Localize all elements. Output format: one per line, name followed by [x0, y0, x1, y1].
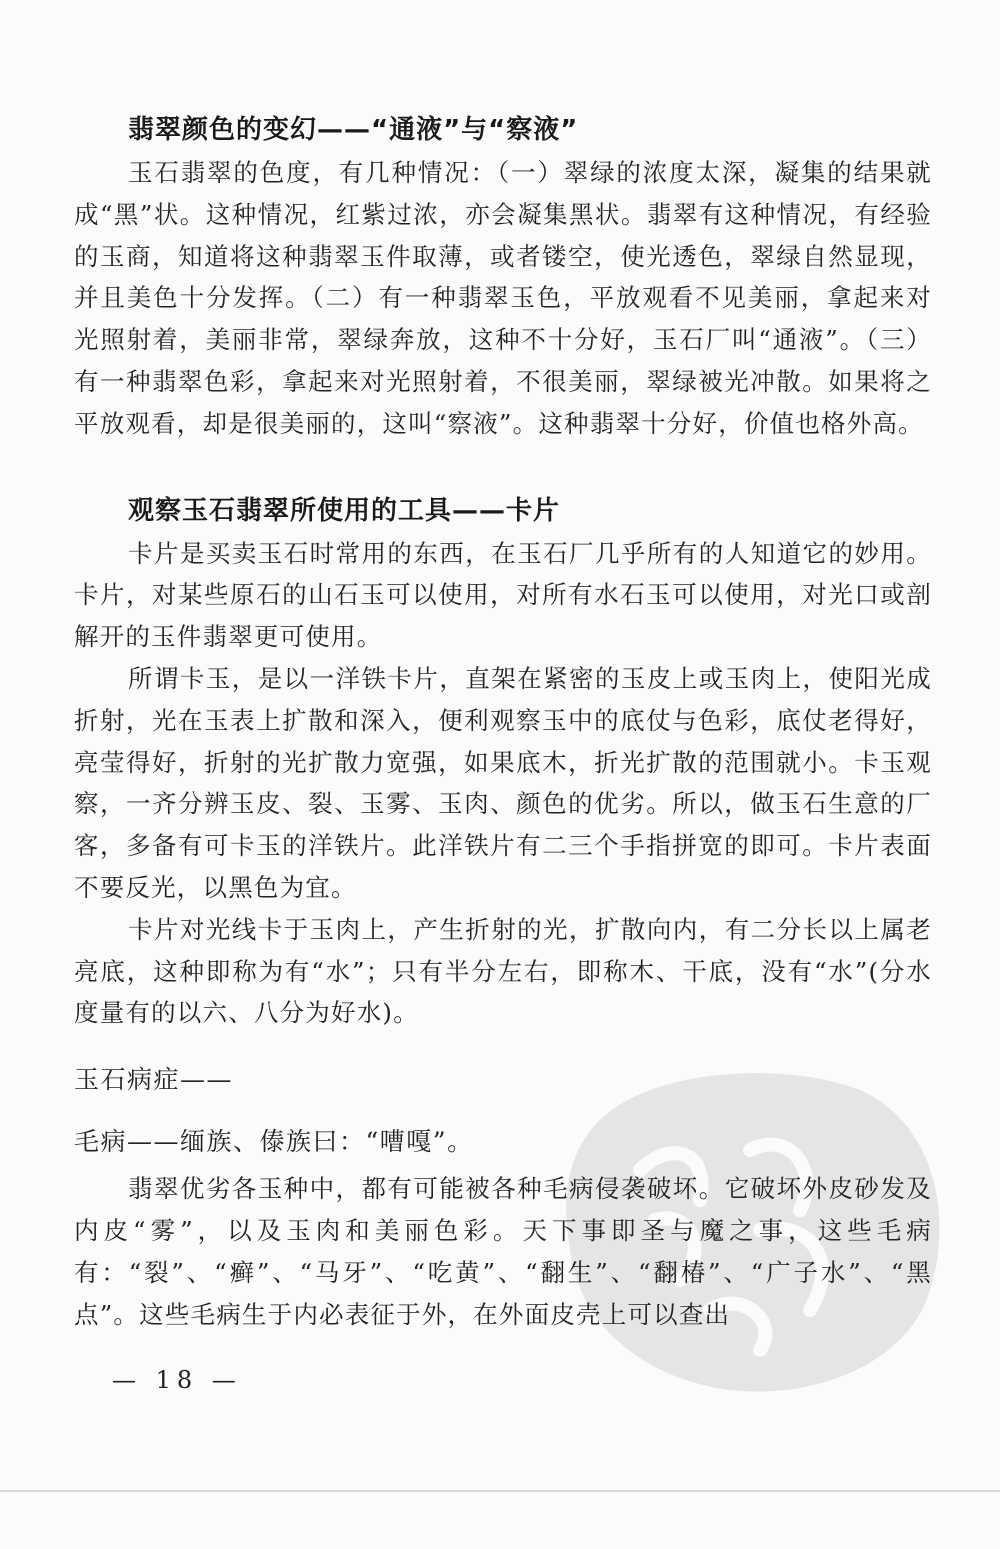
- paragraph-jade-color: 玉石翡翠的色度，有几种情况：（一）翠绿的浓度太深，凝集的结果就成“黑”状。这种情况，红紫过浓，亦会凝集黑状。翡翠有这种情况，有经验的玉商，知道将这种翡翠玉件取薄，或者镂空，使光透色，翠绿自然显现，并且美色十分发挥。（二）有一种翡翠玉色，平放观看不见美丽，拿起来对光照射着，美丽非常，翠绿奔放，这种不十分好，玉石厂叫“通液”。（三）有一种翡翠色彩，拿起来对光照射着，不很美丽，翠绿被光冲散。如果将之平放观看，却是很美丽的，这叫“察液”。这种翡翠十分好，价值也格外高。: [74, 158, 932, 438]
- section-heading-card-tool: 观察玉石翡翠所使用的工具——卡片: [128, 495, 561, 526]
- paragraph-card-water: 卡片对光线卡于玉肉上，产生折射的光，扩散向内，有二分长以上属老亮底，这种即称为有“水”；只有半分左右，即称木、干底，没有“水”(分水度量有的以六、八分为好水)。: [74, 914, 932, 1028]
- paragraph-defects: 翡翠优劣各玉种中，都有可能被各种毛病侵袭破坏。它破坏外皮砂发及内皮“雾”，以及玉肉和美丽色彩。天下事即圣与魔之事，这些毛病有：“裂”、“癣”、“马牙”、“吃黄”、“翻生”、“翻椿”、“广子水”、“黑点”。这些毛病生于内必表征于外，在外面皮壳上可以查出: [74, 1174, 932, 1329]
- page-content: [74, 112, 932, 1335]
- paragraph-card-intro: 卡片是买卖玉石时常用的东西，在玉石厂几乎所有的人知道它的妙用。卡片，对某些原石的山石玉可以使用，对所有水石玉可以使用，对光口或剖解开的玉件翡翠更可使用。: [74, 538, 932, 652]
- page-number: — 18 —: [112, 1366, 242, 1394]
- paragraph-card-method: 所谓卡玉，是以一洋铁卡片，直架在紧密的玉皮上或玉肉上，使阳光成折射，光在玉表上扩散和深入，便利观察玉中的底仗与色彩，底仗老得好，亮莹得好，折射的光扩散力宽强，如果底木，折光扩散的范围就小。卡玉观察，一齐分辨玉皮、裂、玉雾、玉肉、颜色的优劣。所以，做玉石生意的厂客，多备有可卡玉的洋铁片。此洋铁片有二三个手指拼宽的即可。卡片表面不要反光，以黑色为宜。: [74, 663, 932, 902]
- bottom-divider: [0, 1490, 1000, 1492]
- section-heading-jade-color: 翡翠颜色的变幻——“通液”与“察液”: [128, 115, 579, 145]
- section-heading-jade-defects: 玉石病症——: [74, 1065, 234, 1095]
- subheading-defects: 毛病——缅族、傣族曰：“嘈嘎”。: [74, 1127, 474, 1157]
